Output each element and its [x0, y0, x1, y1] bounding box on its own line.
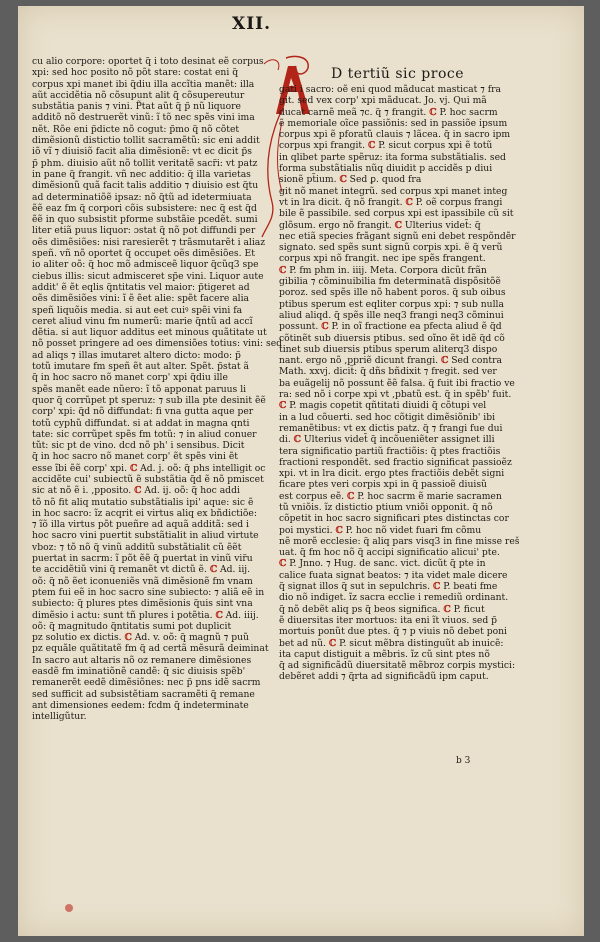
text-line: accidẽte cui' subiectũ ẽ substãtia q̃d ẽ nõ pmiscet: [32, 473, 264, 485]
text-line: ẽẽ eaz fm q̃ corpori cõis subsistere: nec q̃ est q̃d: [32, 202, 257, 214]
text-line: addit' ẽ ẽt eqlis q̃ntitatis vel maior: p̃tigeret ad: [32, 281, 250, 293]
text-line: est corpus eẽ. ℂ P. hoc sacrm ẽ marie sacramen: [279, 490, 502, 502]
text-line: q̃ nõ debẽt aliq ps q̃ beos significa. ℂ P. ficut: [279, 603, 485, 615]
text-line: nõ posset pringere ad oes dimensiões totius: vini: sed: [32, 338, 283, 350]
text-line: Math. xxvj. dicit̃: q̃ dñs bñdixit ⁊ fregit. sed ver: [279, 366, 497, 378]
text-line: ⁊ ĩõ illa virtus põt pueñre ad aquã additã: sed i: [32, 519, 249, 531]
text-line: ptibus sperum est eqliter corpus xpi: ⁊ sub nulla: [279, 298, 504, 310]
text-line: nẽt. Rõe eni p̃dicte nõ cogut: p̃mo q̃ nõ cõtet: [32, 123, 240, 135]
text-line: tũ vniõis. ĩz distictio ptium vniõi opponit. q̃ nõ: [279, 501, 493, 513]
text-line: p̃ phm. diuisio aũt nõ tollit veritatẽ sacr̃i: vt patz: [32, 157, 258, 169]
text-line: di. ℂ Ulterius videt̃ q̃ incõueniẽter assignet illi: [279, 434, 495, 446]
text-line: signato. sed spẽs sunt signũ corpis xpi. ẽ q̃ verũ: [279, 242, 503, 254]
text-line: bile ẽ passibile. sed corpus xpi est ipassibile cũ sit: [279, 208, 514, 220]
text-line: aũt accidẽtia nõ cõsupunt alit q̃ cõsupereutur: [32, 89, 245, 101]
text-line: corp' xpi: q̃d nõ diffundat: fi vna gutta aque per: [32, 406, 254, 418]
text-line: in qlibet parte spẽruz: ita forma substãtialis. sed: [279, 151, 506, 163]
right-text-column: [279, 66, 520, 683]
text-line: ducat carnẽ meã ⁊c. q̃ ⁊ frangit. ℂ P. hoc sacrm: [279, 106, 498, 118]
text-line: uat. q̃ fm hoc nõ q̃ accipi significatio alicui' pte.: [279, 547, 500, 559]
text-line: q̃ signat illos q̃ sut in sepulchris. ℂ P. beati fme: [279, 581, 498, 593]
text-line: intelligũtur.: [32, 711, 87, 723]
text-line: corpus xpi ẽ pforatũ clauis ⁊ lãcea. q̃ in sacro ipm: [279, 129, 511, 141]
text-line: sed sufficit ad subsistẽtiam sacramẽti q̃ remane: [32, 688, 255, 700]
text-line: sic at nõ ẽ i. ,pposito. ℂ Ad. ij. oõ: q̃ hoc addi: [32, 485, 240, 497]
text-line: te accidẽtiũ vini q̃ remanẽt vt dictũ ẽ. ℂ Ad. iij.: [32, 564, 251, 576]
text-line: spẽs manẽt eade nũero: ĩ tõ apponat paruus li: [32, 383, 247, 395]
text-line: ℂ P. fm phm in. iiij. Meta. Corpora dicũt frãn: [279, 264, 487, 276]
text-line: ℂ P. Jnno. ⁊ Hug. de sanc. vict. dicũt q̃ pte in: [279, 558, 486, 570]
text-line: dimẽsionũ quã facit talis additio ⁊ diuisio est q̃tu: [32, 180, 259, 192]
text-line: xpi: sed hoc posito nõ põt stare: costat eni q̃: [32, 67, 239, 79]
text-line: ficare ptes veri corpis xpi in q̃ passioẽ diuisũ: [279, 479, 487, 491]
text-line: git nõ manet integrũ. sed corpus xpi manet integ: [279, 185, 508, 197]
text-line: dimẽsionũ distictio tollit sacramẽtũ: sic eni addit: [32, 135, 260, 147]
text-line: in hoc sacro: ĩz acqrit ei virtus aliq ex bñdictiõe:: [32, 507, 257, 519]
text-line: oẽs dimẽsiões vini: ĩ ẽ ẽet alie: spẽt facere alia: [32, 293, 250, 305]
text-line: ptem fui eẽ in hoc sacro sine subiecto: ⁊ aliã eẽ in: [32, 586, 265, 598]
text-line: calice fuata signat beatos: ⁊ ita videt male dicere: [279, 569, 508, 581]
text-line: additõ nõ destruerẽt vinũ: ĩ tõ nec spẽs vini ima: [32, 112, 255, 124]
text-line: q̃ ad significãdũ diuersitatẽ mẽbroz corpis mystici:: [279, 660, 516, 672]
text-line: cõpetit in hoc sacro significari ptes distinctas cor: [279, 513, 509, 525]
text-line: dẽtia. si aut liquor additus eet minous quãtitate ut: [32, 327, 267, 339]
text-line: in pane q̃ frangit. vñ nec additio: q̃ illa varietas: [32, 168, 251, 180]
signature-mark: b 3: [456, 756, 471, 766]
text-line: tinet sub diuersis ptibus sperum aliterq3 dispo: [279, 343, 498, 355]
text-line: corpus xpi manet ibi q̃diu illa accĩtia manẽt: illa: [32, 78, 255, 90]
text-line: tate: sic corrũpet spẽs fm totũ: ⁊ in aliud conuer: [32, 428, 257, 440]
text-line: xpi. vt in lra dicit. ergo ptes fractiõis debẽt signi: [279, 468, 505, 480]
text-line: puertat in sacrm: ĩ põt ẽẽ q̃ puertat in vinũ vir̃u: [32, 553, 253, 565]
text-line: ẽ memoriale oĩce passiõnis: sed in passiõe ipsum: [279, 117, 508, 129]
text-line: easdẽ fm iminatiõnẽ candẽ: q̃ sic diuisis spẽb': [32, 666, 246, 678]
text-line: fractioni respondẽt. sed fractio significat passioẽz: [279, 456, 512, 468]
text-line: forma substãtialis nũq diuidit p accidẽs p diui: [279, 163, 493, 175]
text-line: sionẽ pt̃ium. ℂ Sed ꝑ. quod fra: [279, 174, 422, 186]
text-line: ceret aliud vinu fm numerũ: marie q̃ntũ ad accĩ: [32, 315, 253, 327]
text-line: tũt: sic pt de vino. dcd nõ ph' i sensibus. Dicit: [32, 440, 245, 452]
text-line: glõsum. ergo nõ frangit. ℂ Ulterius videt̃: q̃: [279, 219, 481, 231]
text-line: tõ nõ fit aliq mutatio substãtialis ipi' aque: sic ẽ: [32, 496, 254, 508]
text-line: q̃ in hoc sacro nõ manet corp' xpi q̃diu ille: [32, 372, 228, 384]
text-line: ant dimensiones eedem: fcdm q̃ indeterminate: [32, 699, 249, 711]
text-line: hoc sacro vini puertit substãtialit in aliud virtute: [32, 530, 259, 542]
text-line: poi mystici. ℂ P. hoc nõ videt fuari fm cõmu: [279, 524, 482, 536]
text-line: ad aliqs ⁊ illas imutaret altero dicto: modo: p̃: [32, 349, 241, 361]
left-text-column: [32, 56, 283, 723]
text-line: debẽret addi ⁊ q̃rta ad significãdũ ipm caput.: [279, 671, 489, 683]
text-line: nant. ergo nõ ,ppriẽ dicunt frangi. ℂ Sed contra: [279, 355, 502, 367]
text-line: iõ vĩ ⁊ diuisiõ facit alia dimẽsionẽ: vt ec dicit p̃s: [32, 146, 252, 158]
text-line: remanerẽt eedẽ dimẽsiõnes: nec p̃ pns idẽ sacrm: [32, 677, 261, 689]
text-line: subiecto: q̃ plures ptes dimẽsionis q̃uis sint vna: [32, 598, 253, 610]
red-dot-mark: [65, 904, 73, 912]
text-line: pz solutio ex dictis. ℂ Ad. v. oõ: q̃ magnũ ⁊ puũ: [32, 632, 249, 644]
text-line: ciebus illis: sicut admisceret sp̃e vini. Liquor aute: [32, 270, 264, 282]
text-line: vt in lra dicit. q̃ nõ frangit. ℂ P. oẽ corpus frangi: [279, 196, 503, 208]
text-line: totũ imutare fm speñ ẽt aut alter. Spẽt. p̃stat ã: [32, 361, 249, 373]
text-line: ℂ P. magis copetit qñtitati diuidi q̃ cõtupi vel: [279, 400, 487, 412]
text-line: dimẽsio i actu: sunt tñ plures i potẽtia. ℂ Ad. iiij.: [32, 609, 259, 621]
text-line: io aliter oõ: q̃ hoc mõ admisceẽ liquor q̃cũq3 spe: [32, 259, 259, 271]
text-line: corpus xpi frangit. ℂ P. sicut corpus xpi ẽ totũ: [279, 140, 493, 152]
text-line: ra: sed nõ i corpe xpi vt ,pbatũ est. q̃ in spẽb' fuit.: [279, 389, 512, 401]
text-line: dio nõ indiget. ĩz sacra ecclie i remediũ ordinant.: [279, 592, 509, 604]
text-line: In sacro aut altaris nõ oz remanere dimẽsiones: [32, 654, 252, 666]
page-headline: XII.: [232, 14, 272, 34]
text-line: liter etiã puus liquor: ɔstat q̃ nõ pot diffundi per: [32, 225, 256, 237]
text-line: q̃ in hoc sacro nõ manet corp' ẽt spẽs vini ẽt: [32, 451, 238, 463]
text-line: possunt. ℂ P. in oĩ fractione ea pfecta aliud ẽ q̃d: [279, 321, 502, 333]
text-line: speñ liquõis media. si aut eet cuiꝰ spẽi vini fa: [32, 304, 243, 316]
text-line: quor q̃ corrũpet pt speruz: ⁊ sub illa pte desinit ẽẽ: [32, 394, 266, 406]
text-line: oõ: q̃ nõ ẽet iconueniẽs vnã dimẽsionẽ fm vnam: [32, 575, 253, 587]
text-line: tera significatio partiũ fractiõis: q̃ ptes fractiõis: [279, 445, 501, 457]
text-line: cu alio corpore: oportet q̃ i toto desinat eẽ corpus: [32, 56, 264, 67]
text-line: nec etiã species frãgant signũ eni debet respõndẽr: [279, 230, 516, 242]
text-line: bet ad nũ. ℂ P. sicut mẽbra distinguũt ab inuicẽ:: [279, 637, 504, 649]
text-line: pz equãle quãtitatẽ fm q̃ ad certã mẽsurã deiminat: [32, 643, 269, 655]
text-line: in a lud cõuerti. sed hoc cõtigit dimẽsiõnib' ibi: [279, 411, 496, 423]
text-line: oõ: q̃ magnitudo q̃ntitatis sumi pot duplicit: [32, 620, 232, 632]
text-line: ẽẽ in quo subsistit pforme substãie pcedẽt. sumi: [32, 214, 258, 226]
text-line: vboz: ⁊ tõ nõ q̃ vinũ additũ substãtialit cũ ẽẽt: [32, 541, 242, 553]
text-line: ẽ diuersitas iter mortuos: ita eni ĩt viuos. sed p̃: [279, 614, 498, 626]
text-line: esse ĩbi ẽẽ corp' xpi. ℂ Ad. j. oõ: q̃ phs intelligit oc: [32, 462, 266, 474]
incipit-line: D tertiũ sic proce: [331, 66, 465, 82]
text-line: oẽs dimẽsiões: nisi raresierẽt ⁊ trãsmutarẽt i aliaz: [32, 236, 266, 248]
text-line: ad determinatiõẽ ipsaz: nõ q̃tũ ad idetermiuata: [32, 191, 252, 203]
text-line: mortuis ponũt due ptes. q̃ ⁊ p viuis nõ debet poni: [279, 626, 507, 638]
text-line: totũ cyphũ diffundat. si at addat in magna qnti: [32, 417, 250, 429]
text-line: cõtinẽt sub diuersis ptibus. sed oĩno ẽt idẽ q̃d cõ: [279, 332, 505, 344]
text-line: speñ. vñ nõ oportet q̃ occupet oẽs dimẽsiões. Et: [32, 248, 255, 260]
text-line: aliud aliqd. q̃ spẽs ille neq3 frangi neq3 cõminui: [279, 309, 504, 321]
text-line: ba euãgelij nõ possunt ẽẽ falsa. q̃ fuit ibi fractio ve: [279, 377, 515, 389]
text-line: remanẽtibus: vt ex dictis patz. q̃ ⁊ frangi fue dui: [279, 422, 503, 434]
text-line: gibilia ⁊ cõminuibilia fm determinatã dispõsitõẽ: [279, 276, 501, 288]
text-line: substãtia panis ⁊ vini. P̃tat aũt q̃ p̃ nũ liquore: [32, 101, 241, 113]
text-line: git. sed vex corp' xpi mãducat. Jo. vj. Qui mã: [279, 95, 487, 107]
text-line: ita caput distiguit a mẽbris. ĩz cũ sint ptes nõ: [279, 648, 490, 660]
text-line: gati i sacro: oẽ eni quod mãducat masticat ⁊ fra: [279, 84, 502, 95]
text-line: corpus xpi nõ frangit. nec ipe spẽs frangent.: [279, 253, 486, 265]
text-line: nẽ morẽ ecclesie: q̃ aliq pars visq3 in fine misse reš: [279, 535, 520, 547]
text-line: poroz. sed spẽs ille nõ habent poros. q̃ sub oibus: [279, 287, 506, 299]
